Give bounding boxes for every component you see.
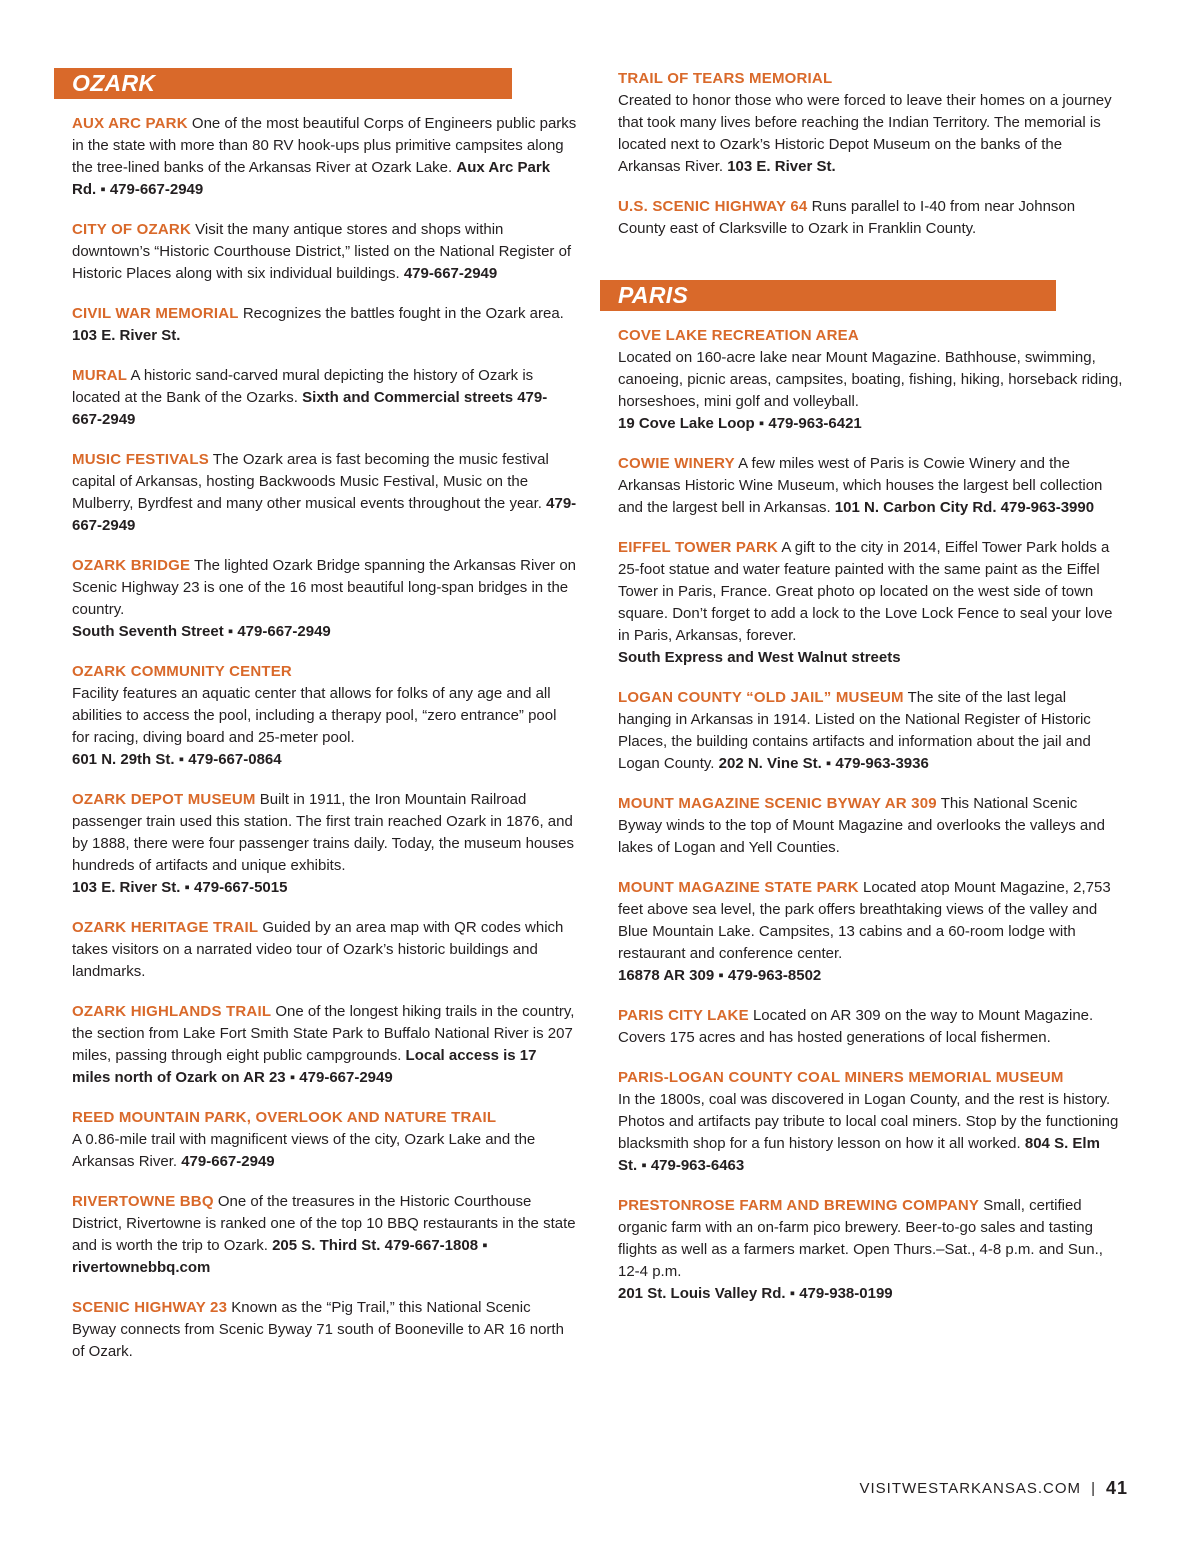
listing-description: Located on AR 309 on the way to Mount Magazine. Covers 175 acres and has hosted generations of local fishermen.: [618, 1007, 1094, 1046]
listing-entry: [72, 1107, 577, 1173]
listing-contact: 201 St. Louis Valley Rd. ▪ 479-938-0199: [618, 1285, 893, 1302]
listing-title: CIVIL WAR MEMORIAL: [72, 305, 239, 322]
listing-title: OZARK DEPOT MUSEUM: [72, 791, 256, 808]
listing-entry: [72, 449, 577, 537]
listing-entry: [72, 1191, 577, 1279]
listing-entry: [72, 303, 577, 347]
listing-entry: [72, 789, 577, 899]
listing-title: MUSIC FESTIVALS: [72, 451, 209, 468]
listing-title: U.S. SCENIC HIGHWAY 64: [618, 198, 808, 215]
ozark-entry-list: [54, 113, 584, 1363]
page-number: 41: [1105, 1478, 1128, 1498]
listing-title: MOUNT MAGAZINE STATE PARK: [618, 879, 859, 896]
listing-contact: 804 S. Elm St. ▪ 479-963-6463: [618, 1135, 1100, 1174]
listing-entry: [72, 661, 577, 771]
listing-description: Guided by an area map with QR codes which takes visitors on a narrated video tour of Ozark’s historic buildings and landmarks.: [72, 919, 564, 980]
listing-description: A gift to the city in 2014, Eiffel Tower Park holds a 25-foot statue and water feature painted with the same paint as the Eiffel Tower in Paris, France. Great photo op located on the west side of town square. Don’t forget to add a lock to the Love Lock Fence to seal your love in Paris, Arkansas, forever.: [618, 539, 1113, 644]
listing-contact: 103 E. River St.: [727, 158, 836, 175]
listing-title: PARIS CITY LAKE: [618, 1007, 749, 1024]
listing-entry: [72, 1001, 577, 1089]
listing-contact: 479-667-2949: [403, 265, 498, 282]
listing-contact: 479-667-2949: [72, 495, 577, 534]
listing-entry: [72, 219, 577, 285]
listing-title: COWIE WINERY: [618, 455, 735, 472]
listing-description: Built in 1911, the Iron Mountain Railroad passenger train used this station. The first train reached Ozark in 1876, and by 1888, there were four passenger trains daily. Today, the museum houses hundreds of artifacts and unique exhibits.: [72, 791, 574, 874]
listing-title: RIVERTOWNE BBQ: [72, 1193, 214, 1210]
listing-entry: [618, 196, 1123, 240]
listing-description: In the 1800s, coal was discovered in Logan County, and the rest is history. Photos and artifacts pay tribute to local coal miners. Stop by the functioning blacksmith shop for a fun history lesson on how it all worked.: [618, 1091, 1119, 1152]
listing-contact: 101 N. Carbon City Rd. 479-963-3990: [834, 499, 1095, 516]
ozark-continued-list: [600, 68, 1140, 240]
listing-description: The site of the last legal hanging in Arkansas in 1914. Listed on the National Register of Historic Places, the building contains artifacts and information about the jail and Logan County.: [618, 689, 1091, 772]
listing-title: REED MOUNTAIN PARK, OVERLOOK AND NATURE TRAIL: [72, 1109, 497, 1126]
listing-title: COVE LAKE RECREATION AREA: [618, 327, 859, 344]
listing-title: MURAL: [72, 367, 128, 384]
listing-entry: [618, 687, 1123, 775]
listing-contact: 16878 AR 309 ▪ 479-963-8502: [618, 967, 822, 984]
listing-entry: [618, 453, 1123, 519]
listing-description: One of the longest hiking trails in the country, the section from Lake Fort Smith State Park to Buffalo National River is 207 miles, passing through eight public campgrounds.: [72, 1003, 575, 1064]
listing-contact: South Express and West Walnut streets: [618, 649, 901, 666]
listing-description: A few miles west of Paris is Cowie Winery and the Arkansas Historic Wine Museum, which houses the largest bell collection and the largest bell in Arkansas.: [618, 455, 1103, 516]
listing-contact: 479-667-2949: [181, 1153, 275, 1170]
right-column: [600, 68, 1140, 1323]
listing-description: Recognizes the battles fought in the Ozark area.: [238, 305, 564, 322]
listing-title: SCENIC HIGHWAY 23: [72, 1299, 228, 1316]
listing-description: Known as the “Pig Trail,” this National Scenic Byway connects from Scenic Byway 71 south of Booneville to AR 16 north of Ozark.: [72, 1299, 564, 1360]
listing-entry: [618, 68, 1123, 178]
listing-title: MOUNT MAGAZINE SCENIC BYWAY AR 309: [618, 795, 937, 812]
paris-entry-list: [600, 325, 1140, 1305]
listing-description: A 0.86-mile trail with magnificent views of the city, Ozark Lake and the Arkansas River.: [72, 1131, 536, 1170]
listing-entry: [618, 325, 1123, 435]
listing-contact: 601 N. 29th St. ▪ 479-667-0864: [72, 751, 282, 768]
listing-description: Small, certified organic farm with an on-farm pico brewery. Beer-to-go sales and tasting flights as well as a farmers market. Open Thurs.–Sat., 4-8 p.m. and Sun., 12-4 p.m.: [618, 1197, 1103, 1280]
listing-title: OZARK HIGHLANDS TRAIL: [72, 1003, 272, 1020]
listing-title: LOGAN COUNTY “OLD JAIL” MUSEUM: [618, 689, 904, 706]
listing-title: AUX ARC PARK: [72, 115, 188, 132]
listing-description: The Ozark area is fast becoming the music festival capital of Arkansas, hosting Backwoods Music Festival, Music on the Mulberry, Byrdfest and many other musical events throughout the year.: [72, 451, 549, 512]
listing-entry: [618, 537, 1123, 669]
listing-entry: [618, 793, 1123, 859]
listing-entry: [72, 1297, 577, 1363]
listing-description: Visit the many antique stores and shops within downtown’s “Historic Courthouse District,” listed on the National Register of Historic Places along with six individual buildings.: [72, 221, 572, 282]
listing-title: OZARK COMMUNITY CENTER: [72, 663, 292, 680]
page-footer: [859, 1478, 1128, 1499]
listing-contact: Sixth and Commercial streets 479-667-2949: [72, 389, 548, 428]
listing-description: The lighted Ozark Bridge spanning the Arkansas River on Scenic Highway 23 is one of the 16 most beautiful long-span bridges in the country.: [72, 557, 577, 618]
listing-description: A historic sand-carved mural depicting the history of Ozark is located at the Bank of the Ozarks.: [72, 367, 534, 406]
listing-contact: 202 N. Vine St. ▪ 479-963-3936: [718, 755, 929, 772]
listing-description: Located on 160-acre lake near Mount Magazine. Bathhouse, swimming, canoeing, picnic areas, campsites, boating, fishing, hiking, horseback riding, horseshoes, mini golf and volleyball.: [618, 349, 1123, 410]
listing-contact: 103 E. River St. ▪ 479-667-5015: [72, 879, 288, 896]
listing-description: One of the most beautiful Corps of Engineers public parks in the state with more than 80 RV hook-ups plus primitive campsites along the tree-lined banks of the Arkansas River at Ozark Lake.: [72, 115, 577, 176]
listing-contact: 19 Cove Lake Loop ▪ 479-963-6421: [618, 415, 862, 432]
listing-contact: 103 E. River St.: [72, 327, 181, 344]
listing-entry: [618, 1005, 1123, 1049]
paris-section-heading: PARIS: [600, 280, 1056, 311]
listing-title: EIFFEL TOWER PARK: [618, 539, 779, 556]
listing-entry: [618, 1067, 1123, 1177]
listing-contact: 205 S. Third St. 479-667-1808 ▪ rivertownebbq.com: [72, 1237, 488, 1276]
listing-title: PRESTONROSE FARM AND BREWING COMPANY: [618, 1197, 980, 1214]
ozark-column: [54, 68, 584, 1381]
listing-description: Created to honor those who were forced to leave their homes on a journey that took many lives before reaching the Indian Territory. The memorial is located next to Ozark’s Historic Depot Museum on the banks of the Arkansas River.: [618, 92, 1112, 175]
listing-title: CITY OF OZARK: [72, 221, 191, 238]
listing-entry: [72, 555, 577, 643]
listing-description: Located atop Mount Magazine, 2,753 feet above sea level, the park offers breathtaking views of the valley and Blue Mountain Lake. Campsites, 13 cabins and a 60-room lodge with restaurant and conference center.: [618, 879, 1111, 962]
listing-description: This National Scenic Byway winds to the top of Mount Magazine and overlooks the valleys and lakes of Logan and Yell Counties.: [618, 795, 1105, 856]
listing-contact: South Seventh Street ▪ 479-667-2949: [72, 623, 331, 640]
listing-entry: [72, 113, 577, 201]
listing-entry: [618, 1195, 1123, 1305]
listing-entry: [618, 877, 1123, 987]
listing-entry: [72, 365, 577, 431]
footer-separator: |: [1091, 1480, 1096, 1497]
listing-entry: [72, 917, 577, 983]
listing-description: Runs parallel to I-40 from near Johnson County east of Clarksville to Ozark in Franklin County.: [618, 198, 1076, 237]
listing-contact: Local access is 17 miles north of Ozark on AR 23 ▪ 479-667-2949: [72, 1047, 537, 1086]
listing-title: OZARK BRIDGE: [72, 557, 191, 574]
listing-title: PARIS-LOGAN COUNTY COAL MINERS MEMORIAL MUSEUM: [618, 1069, 1064, 1086]
ozark-section-heading: OZARK: [54, 68, 512, 99]
listing-title: OZARK HERITAGE TRAIL: [72, 919, 259, 936]
listing-description: One of the treasures in the Historic Courthouse District, Rivertowne is ranked one of the top 10 BBQ restaurants in the state and is worth the trip to Ozark.: [72, 1193, 576, 1254]
listing-description: Facility features an aquatic center that allows for folks of any age and all abilities to access the pool, including a therapy pool, “zero entrance” pool for racing, diving board and 25-meter pool.: [72, 685, 557, 746]
listing-title: TRAIL OF TEARS MEMORIAL: [618, 70, 833, 87]
listing-contact: Aux Arc Park Rd. ▪ 479-667-2949: [72, 159, 551, 198]
footer-site-url: VISITWESTARKANSAS.COM: [859, 1480, 1082, 1497]
